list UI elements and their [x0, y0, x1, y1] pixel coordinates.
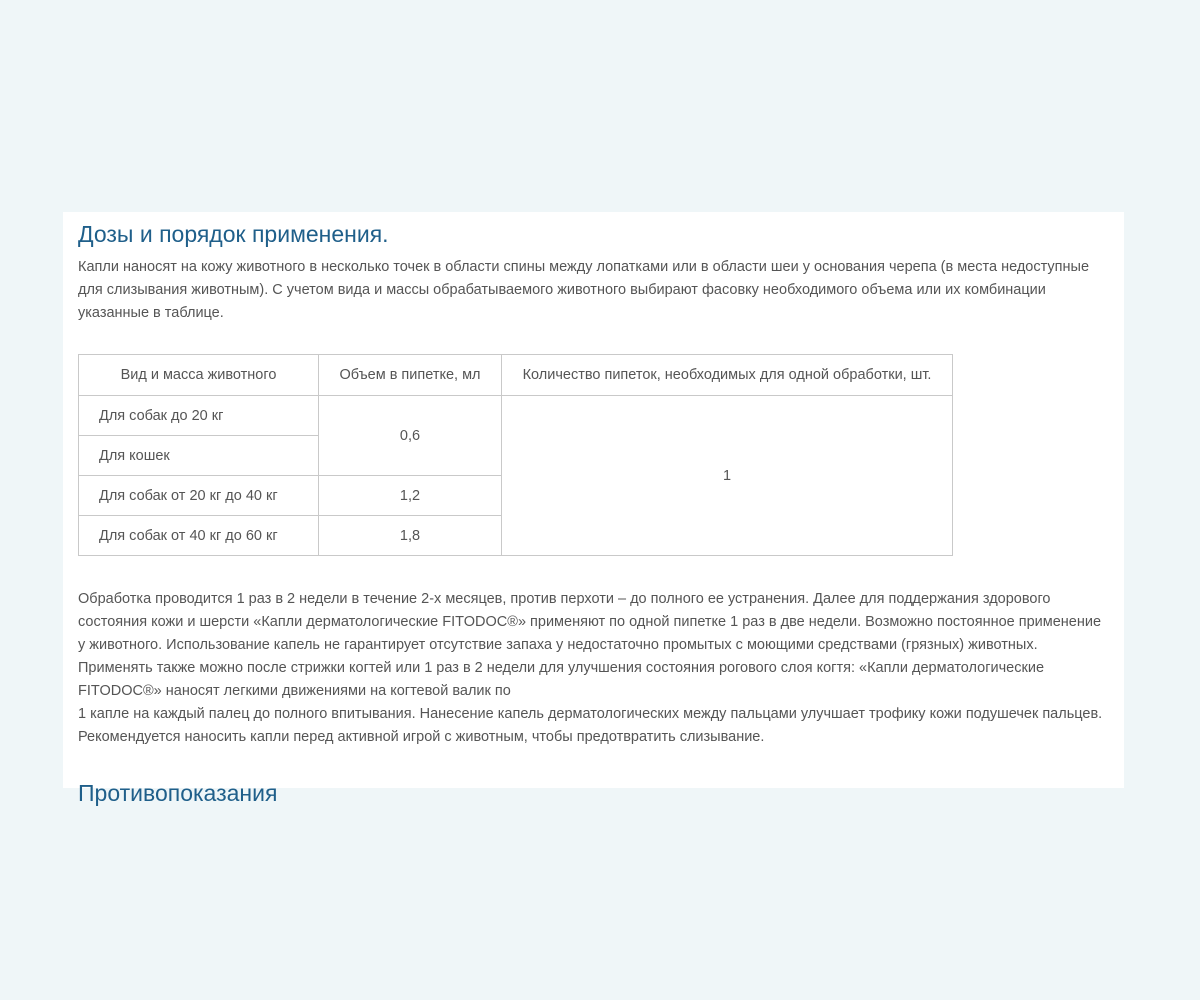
- header-animal: Вид и масса животного: [79, 355, 319, 396]
- treatment-line: Рекомендуется наносить капли перед активной игрой с животным, чтобы предотвратить слизывание.: [78, 729, 765, 745]
- treatment-paragraph: [78, 588, 1102, 749]
- header-count: Количество пипеток, необходимых для одной обработки, шт.: [502, 355, 953, 396]
- header-volume: Объем в пипетке, мл: [319, 355, 502, 396]
- intro-paragraph: [78, 256, 1098, 325]
- volume-cell: 1,8: [319, 516, 502, 556]
- dosage-card: [63, 212, 1124, 806]
- table-header-row: [79, 355, 953, 396]
- intro-line: для слизывания животным). С учетом вида и массы обрабатываемого животного выбирают фасовку необходимого объема или их комбинации: [78, 282, 1046, 298]
- intro-line: указанные в таблице.: [78, 305, 224, 321]
- treatment-line: Обработка проводится 1 раз в 2 недели в течение 2-х месяцев, против перхоти – до полного ее устранения. Далее для поддержания здорового: [78, 591, 1051, 607]
- section-title: Дозы и порядок применения.: [78, 221, 389, 247]
- treatment-line: Применять также можно после стрижки когтей или 1 раз в 2 недели для улучшения состояния рогового слоя когтя: «Капли дерматологические: [78, 660, 1045, 676]
- animal-cell: Для собак до 20 кг: [79, 396, 319, 436]
- table-row: [79, 396, 953, 436]
- volume-cell: 0,6: [319, 396, 502, 476]
- animal-cell: Для кошек: [79, 436, 319, 476]
- count-cell: 1: [502, 396, 953, 556]
- dosage-table: [78, 354, 953, 556]
- animal-cell: Для собак от 20 кг до 40 кг: [79, 476, 319, 516]
- animal-cell: Для собак от 40 кг до 60 кг: [79, 516, 319, 556]
- next-section-title: Противопоказания: [78, 780, 278, 806]
- intro-line: Капли наносят на кожу животного в несколько точек в области спины между лопатками или в области шеи у основания черепа (в места недоступные: [78, 259, 1090, 275]
- treatment-line: у животного. Использование капель не гарантирует отсутствие запаха у недостаточно промытых с моющими средствами (грязных) животных.: [78, 637, 1038, 653]
- treatment-line: состояния кожи и шерсти «Капли дерматологические FITODOC®» применяют по одной пипетке 1 раз в две недели. Возможно постоянное применение: [78, 614, 1102, 630]
- treatment-line: FITODOC®» наносят легкими движениями на когтевой валик по: [78, 683, 511, 699]
- volume-cell: 1,2: [319, 476, 502, 516]
- treatment-line: 1 капле на каждый палец до полного впитывания. Нанесение капель дерматологических между пальцами улучшает трофику кожи подушечек пальцев.: [78, 706, 1103, 722]
